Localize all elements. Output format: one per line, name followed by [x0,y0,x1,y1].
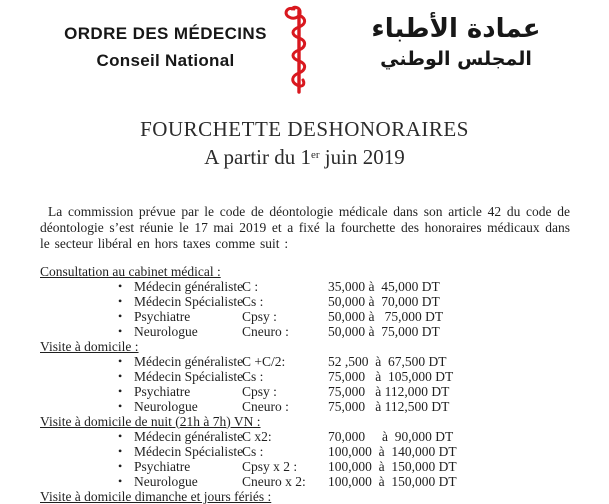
bullet-icon: • [118,308,123,323]
doctor-type-label: Médecin Spécialiste [134,293,244,309]
doctor-type-label: Médecin généraliste [134,278,244,294]
fee-range: 50,000 à 75,000 DT [328,308,444,324]
org-name-line1: ORDRE DES MÉDECINS [64,24,267,43]
fee-code: Cs : [242,368,264,384]
fee-row [0,294,609,309]
fee-row [0,399,609,414]
bullet-icon: • [118,368,123,383]
subtitle-prefix: A partir du 1 [204,145,311,169]
rod-of-asclepius-icon [283,5,315,95]
section-heading-partial: Visite à domicile dimanche et jours fériés : [40,488,272,504]
fee-range: 100,000 à 140,000 DT [328,443,457,459]
fee-code: Cneuro x 2: [242,473,306,489]
fee-row [0,279,609,294]
section-heading-visite-nuit: Visite à domicile de nuit (21h à 7h) VN : [40,413,261,429]
doctor-type-label: Médecin généraliste [134,428,244,444]
subtitle-suffix: juin 2019 [319,145,405,169]
fee-range: 75,000 à 112,000 DT [328,383,450,399]
fee-row [0,459,609,474]
fee-row [0,369,609,384]
doctor-type-label: Neurologue [134,323,198,339]
fee-code: Cpsy : [242,308,277,324]
bullet-icon: • [118,293,123,308]
bullet-icon: • [118,473,123,488]
bullet-icon: • [118,398,123,413]
org-name-arabic-block [333,12,579,72]
bullet-icon: • [118,443,123,458]
fee-range: 50,000 à 75,000 DT [328,323,440,339]
bullet-icon: • [118,383,123,398]
bullet-icon: • [118,323,123,338]
doctor-type-label: Médecin généraliste [134,353,244,369]
bullet-icon: • [118,353,123,368]
doctor-type-label: Psychiatre [134,383,191,399]
fee-range: 35,000 à 45,000 DT [328,278,440,294]
bullet-icon: • [118,428,123,443]
org-name-arabic-line1: عمادة الأطباء [371,14,541,44]
fee-range: 75,000 à 105,000 DT [328,368,454,384]
fee-range: 70,000 à 90,000 DT [328,428,454,444]
letterhead [0,0,609,100]
section-heading-consultation-cabinet: Consultation au cabinet médical : [40,263,221,279]
doctor-type-label: Neurologue [134,398,198,414]
fee-row [0,324,609,339]
fee-row [0,429,609,444]
fee-code: Cneuro : [242,323,289,339]
fee-code: Cpsy : [242,383,277,399]
fee-code: Cneuro : [242,398,289,414]
doctor-type-label: Psychiatre [134,458,191,474]
org-name-arabic-line2: المجلس الوطني [380,48,532,70]
fee-range: 52 ,500 à 67,500 DT [328,353,447,369]
fee-range: 75,000 à 112,500 DT [328,398,450,414]
org-name-block [58,24,273,71]
fee-range: 50,000 à 70,000 DT [328,293,440,309]
fee-range: 100,000 à 150,000 DT [328,458,457,474]
document-title-block [0,116,609,170]
bullet-icon: • [118,278,123,293]
fee-row [0,384,609,399]
fee-code: C +C/2: [242,353,286,369]
fee-code: C : [242,278,259,294]
fee-code: Cpsy x 2 : [242,458,298,474]
fee-row [0,354,609,369]
fee-row [0,444,609,459]
fee-row [0,474,609,489]
doctor-type-label: Psychiatre [134,308,191,324]
doctor-type-label: Neurologue [134,473,198,489]
fee-sections [0,264,609,504]
section-heading-visite-domicile: Visite à domicile : [40,338,139,354]
fee-code: C x2: [242,428,272,444]
bullet-icon: • [118,458,123,473]
fee-range: 100,000 à 150,000 DT [328,473,457,489]
document-title: FOURCHETTE DESHONORAIRES [140,117,469,141]
org-name-line2: Conseil National [96,51,235,70]
fee-row [0,309,609,324]
doctor-type-label: Médecin Spécialiste [134,368,244,384]
document-subtitle [0,142,609,170]
subtitle-ordinal: er [311,149,320,161]
fee-code: Cs : [242,443,264,459]
doctor-type-label: Médecin Spécialiste [134,443,244,459]
intro-paragraph: La commission prévue par le code de déontologie médicale dans son article 42 du code de déontologie s’est réunie le 17 mai 2019 et a fixé la fourchette des honoraires médicaux dans le secteur libéral en hors taxes comme suit : [40,204,570,252]
fee-code: Cs : [242,293,264,309]
